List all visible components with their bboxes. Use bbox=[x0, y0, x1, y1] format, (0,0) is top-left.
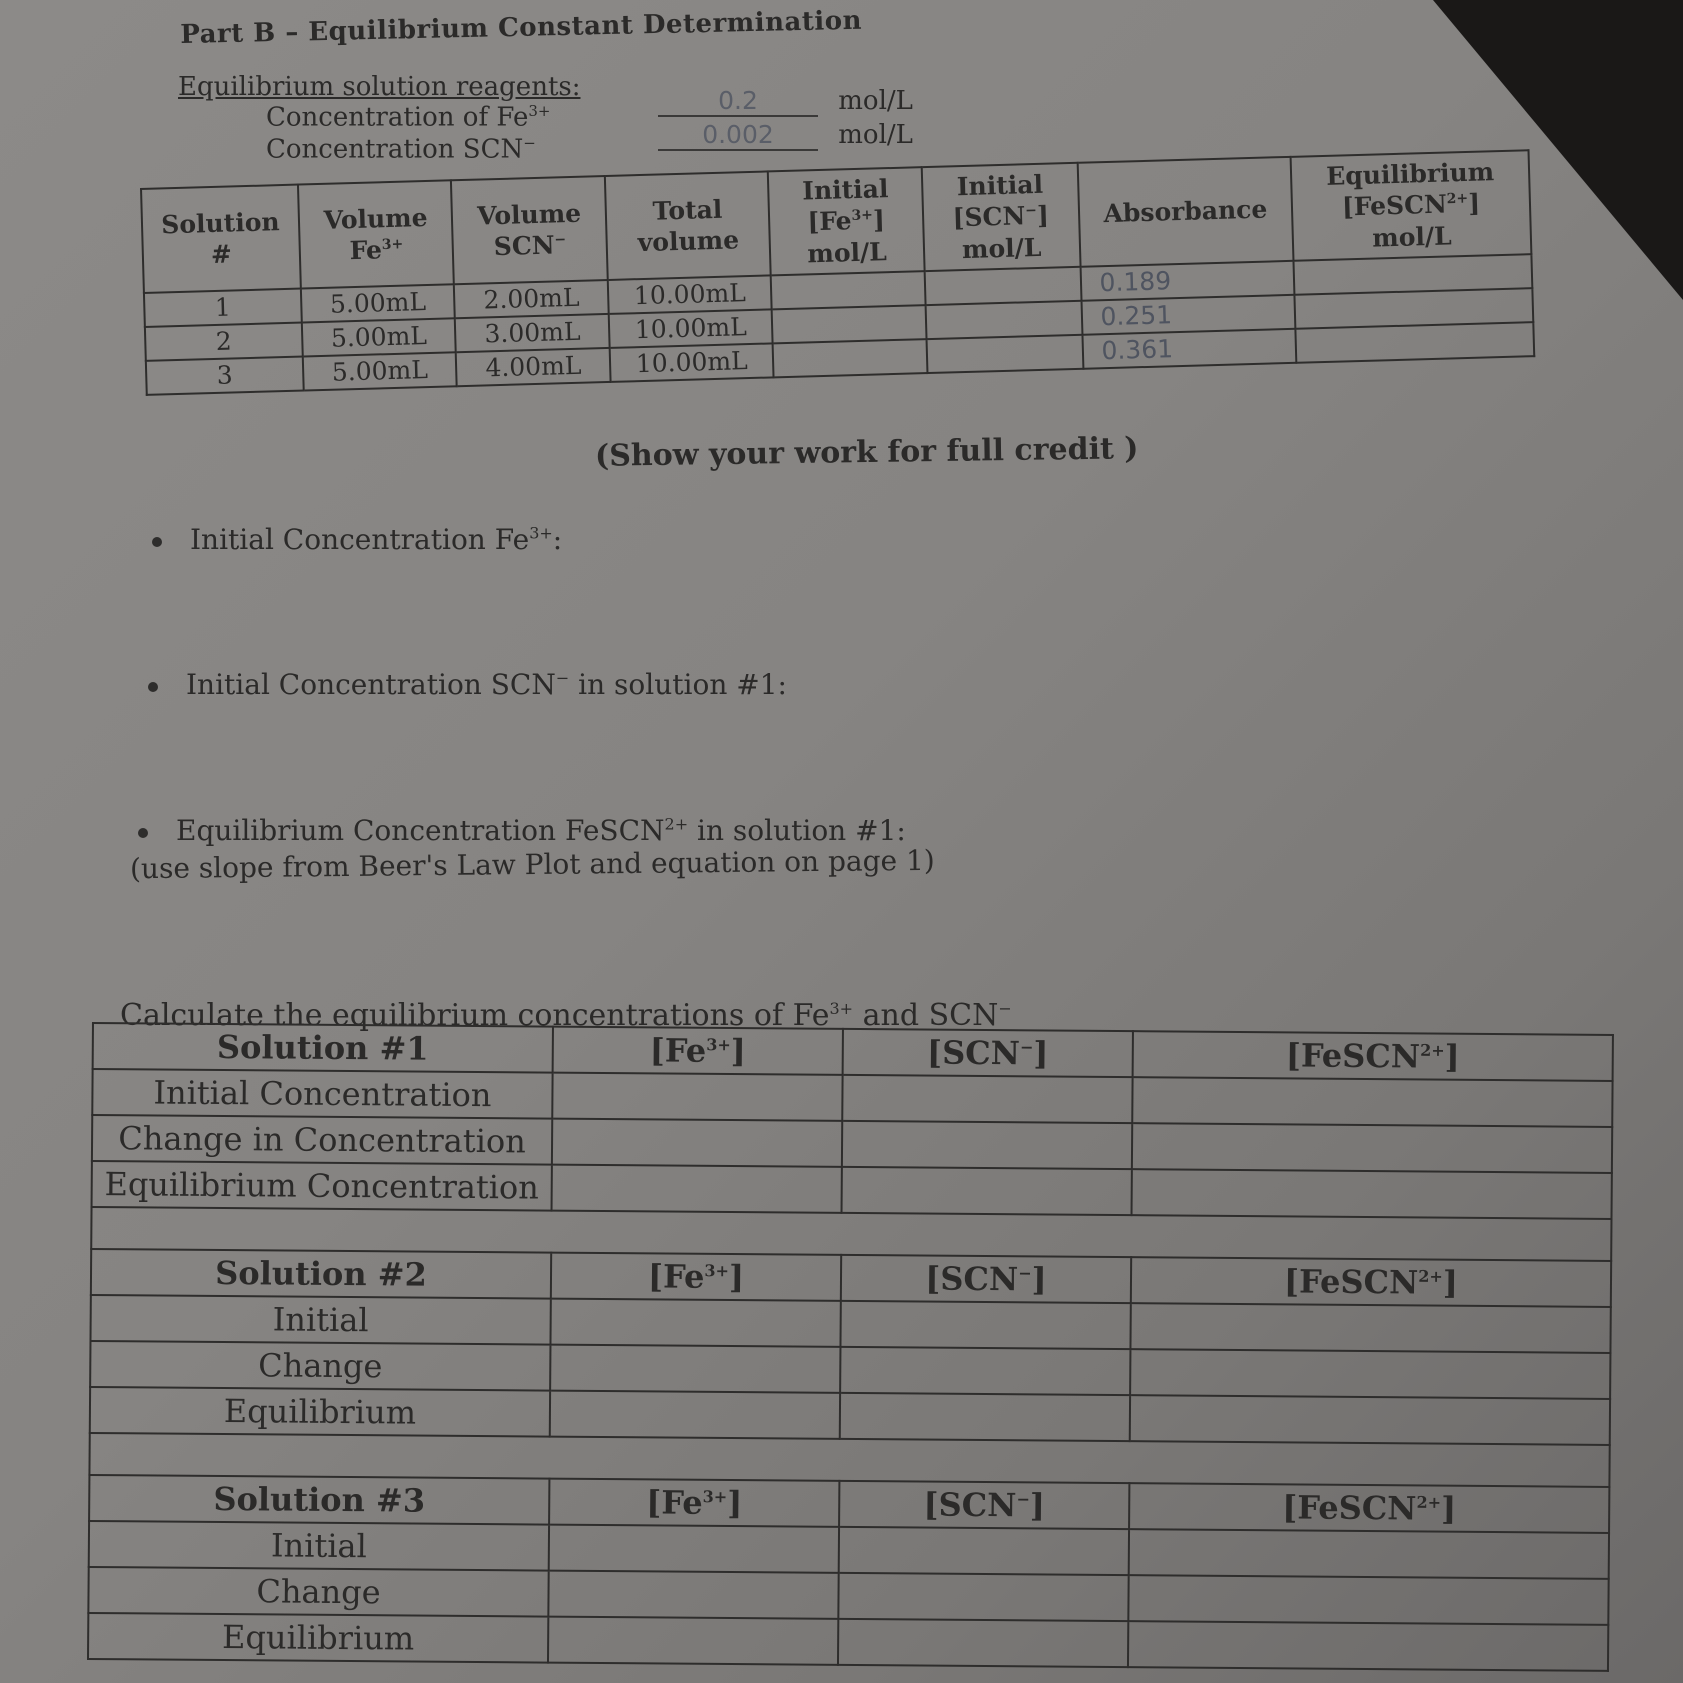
page-title: Part B – Equilibrium Constant Determination bbox=[180, 5, 863, 50]
header-solution: Solution # bbox=[141, 185, 301, 293]
table-row: Equilibrium bbox=[88, 1613, 1608, 1671]
solution-1-header-row: Solution #1 $[Fe^{3+}]$ [SCN−] [FeSCN$^{2+}$] bbox=[93, 1023, 1613, 1081]
table-row: Equilibrium Concentration bbox=[92, 1161, 1612, 1219]
table-row: Change bbox=[88, 1567, 1608, 1625]
bullet-initial-fe: Initial Concentration $Fe^{3+}$: bbox=[152, 523, 562, 556]
absorbance-handwritten: 0.361 bbox=[1082, 329, 1296, 369]
bullet-dot bbox=[138, 828, 148, 838]
table-row: 2 5.00mL 3.00mL 10.00mL 0.251 bbox=[145, 288, 1533, 361]
scn-concentration-label: Concentration SCN− bbox=[266, 134, 536, 165]
bullet-dot bbox=[152, 537, 162, 547]
header-total-volume: Total volume bbox=[605, 171, 771, 279]
header-absorbance: Absorbance bbox=[1077, 157, 1293, 267]
solution-3-header-row: Solution #3 $[Fe^{3+}]$ [SCN−] [FeSCN$^{2+}$] bbox=[89, 1475, 1609, 1533]
table-row: 3 5.00mL 4.00mL 10.00mL 0.361 bbox=[146, 322, 1534, 395]
beers-law-note: (use slope from Beer's Law Plot and equation on page 1) bbox=[129, 843, 935, 886]
ice-table bbox=[87, 1022, 1614, 1672]
bullet-initial-scn: Initial Concentration SCN− in solution #1: bbox=[148, 668, 787, 701]
scn-concentration-value: 0.002 mol/L bbox=[658, 120, 913, 151]
table-row: 1 5.00mL 2.00mL 10.00mL 0.189 bbox=[144, 254, 1532, 327]
absorbance-handwritten: 0.251 bbox=[1081, 295, 1295, 335]
fe-value-handwritten: 0.2 bbox=[658, 86, 818, 117]
bullet-dot bbox=[148, 682, 158, 692]
absorbance-handwritten: 0.189 bbox=[1080, 261, 1294, 301]
table-row: Initial bbox=[90, 1295, 1610, 1353]
table-row: Change bbox=[90, 1341, 1610, 1399]
header-initial-scn: Initial [SCN−] mol/L bbox=[921, 163, 1080, 271]
calculation-caption: Calculate the equilibrium concentrations of $Fe^{3+}$ and SCN− bbox=[120, 998, 1012, 1033]
solution-data-table bbox=[140, 149, 1535, 395]
header-initial-fe: Initial $[Fe^{3+}]$ mol/L bbox=[768, 167, 924, 275]
table-row: Change in Concentration bbox=[92, 1115, 1612, 1173]
reagents-heading: Equilibrium solution reagents: bbox=[178, 72, 581, 102]
fe-concentration-label: Concentration of $Fe^{3+}$ bbox=[266, 102, 551, 133]
header-equilibrium-fescn: Equilibrium [FeSCN$^{2+}$] mol/L bbox=[1291, 150, 1532, 260]
solution-2-header-row: Solution #2 $[Fe^{3+}]$ [SCN−] [FeSCN$^{2+}$] bbox=[91, 1249, 1611, 1307]
table-row: Initial bbox=[89, 1521, 1609, 1579]
table-row: Initial Concentration bbox=[92, 1069, 1612, 1127]
show-work-note: (Show your work for full credit ) bbox=[594, 431, 1139, 474]
scn-value-handwritten: 0.002 bbox=[658, 120, 818, 151]
fe-concentration-value: 0.2 mol/L bbox=[658, 86, 913, 117]
header-volume-scn: Volume SCN− bbox=[451, 176, 607, 284]
table-row: Equilibrium bbox=[90, 1387, 1610, 1445]
bullet-equilibrium-fescn: Equilibrium Concentration FeSCN$^{2+}$ in solution #1: bbox=[138, 814, 906, 847]
header-volume-fe: Volume $Fe^{3+}$ bbox=[298, 180, 454, 288]
